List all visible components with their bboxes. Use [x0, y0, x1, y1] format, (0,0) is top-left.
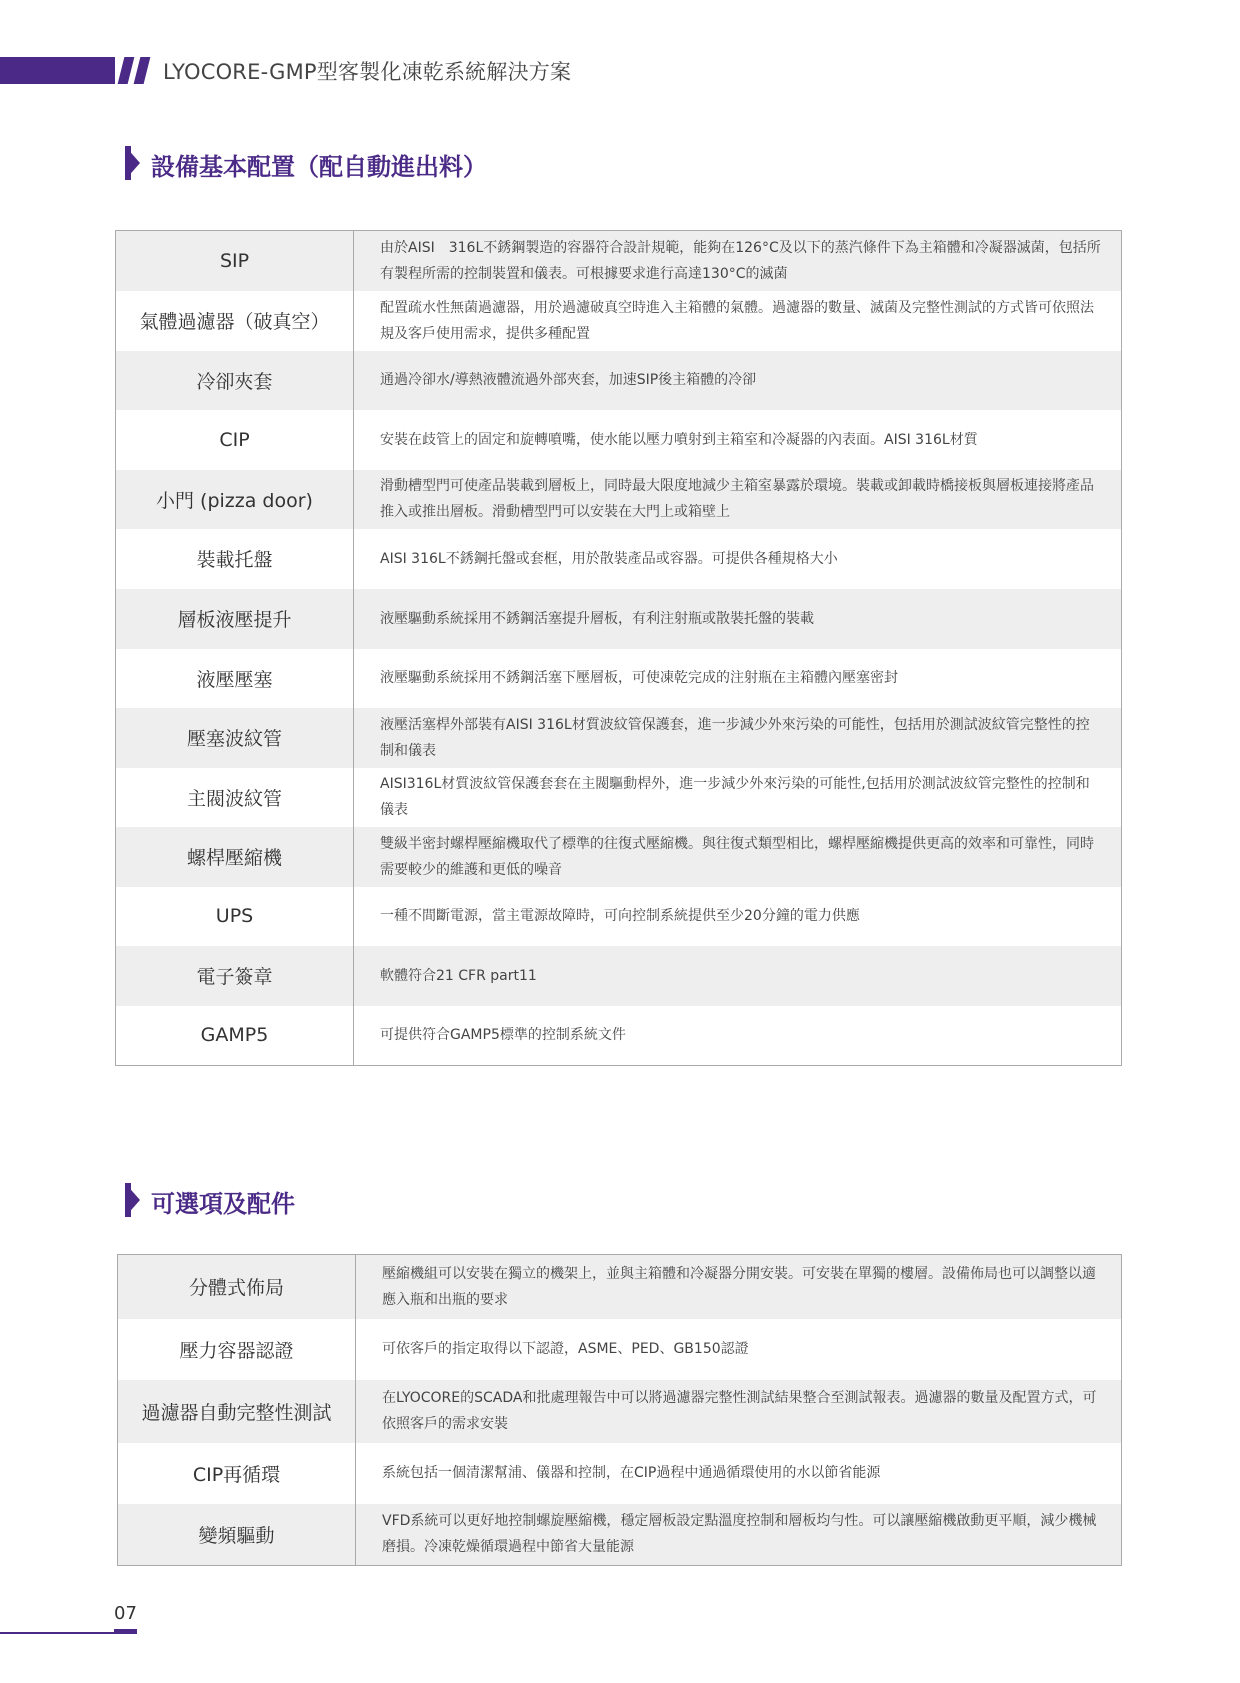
section-marker-icon	[125, 146, 140, 180]
table-row	[116, 1006, 1122, 1066]
page-number: 07	[114, 1603, 137, 1624]
row-description: 雙級半密封螺桿壓縮機取代了標準的往復式壓縮機。與往復式類型相比，螺桿壓縮機提供更高的效率和可靠性，同時需要較少的維護和更低的噪音	[354, 827, 1122, 887]
row-label: 壓塞波紋管	[116, 708, 354, 768]
table-row	[118, 1255, 1122, 1319]
table-row	[116, 410, 1122, 470]
header-slash-1	[118, 57, 135, 84]
table-row	[116, 231, 1122, 291]
table-row	[116, 708, 1122, 768]
page-number-underline	[114, 1629, 137, 1632]
row-label: 層板液壓提升	[116, 589, 354, 649]
section-title-basic-config: 設備基本配置（配自動進出料）	[151, 153, 487, 181]
section-marker-icon	[125, 1183, 140, 1217]
row-description: 安裝在歧管上的固定和旋轉噴嘴，使水能以壓力噴射到主箱室和冷凝器的內表面。AISI 316L材質	[354, 410, 1122, 470]
row-description: 系統包括一個清潔幫浦、儀器和控制，在CIP過程中通過循環使用的水以節省能源	[356, 1443, 1122, 1504]
header-title: LYOCORE-GMP型客製化凍乾系統解決方案	[163, 60, 572, 84]
table-row	[116, 946, 1122, 1006]
row-label: CIP	[116, 410, 354, 470]
row-description: VFD系統可以更好地控制螺旋壓縮機，穩定層板設定點溫度控制和層板均勻性。可以讓壓縮機啟動更平順，減少機械磨損。冷凍乾燥循環過程中節省大量能源	[356, 1504, 1122, 1566]
row-label: 過濾器自動完整性測試	[118, 1380, 356, 1443]
row-label: UPS	[116, 887, 354, 946]
table-row	[116, 827, 1122, 887]
row-label: GAMP5	[116, 1006, 354, 1066]
basic-config-table	[115, 230, 1122, 1066]
row-label: 冷卻夾套	[116, 351, 354, 410]
row-description: AISI316L材質波紋管保護套套在主閥驅動桿外，進一步減少外來污染的可能性,包括用於測試波紋管完整性的控制和儀表	[354, 768, 1122, 827]
row-description: 液壓驅動系統採用不銹鋼活塞提升層板，有利注射瓶或散裝托盤的裝載	[354, 589, 1122, 649]
row-description: 滑動槽型門可使產品裝載到層板上，同時最大限度地減少主箱室暴露於環境。裝載或卸載時橋接板與層板連接將產品推入或推出層板。滑動槽型門可以安裝在大門上或箱壁上	[354, 470, 1122, 529]
table-row	[116, 470, 1122, 529]
row-description: 壓縮機組可以安裝在獨立的機架上，並與主箱體和冷凝器分開安裝。可安裝在單獨的樓層。設備佈局也可以調整以適應入瓶和出瓶的要求	[356, 1255, 1122, 1319]
row-label: 電子簽章	[116, 946, 354, 1006]
table-row	[118, 1319, 1122, 1380]
row-label: 主閥波紋管	[116, 768, 354, 827]
row-label: 裝載托盤	[116, 529, 354, 589]
row-label: 螺桿壓縮機	[116, 827, 354, 887]
row-description: 一種不間斷電源，當主電源故障時，可向控制系統提供至少20分鐘的電力供應	[354, 887, 1122, 946]
row-description: 通過冷卻水/導熱液體流過外部夾套，加速SIP後主箱體的冷卻	[354, 351, 1122, 410]
row-description: 軟體符合21 CFR part11	[354, 946, 1122, 1006]
header-accent-bar	[0, 57, 115, 84]
table-row	[116, 887, 1122, 946]
table-row	[118, 1380, 1122, 1443]
table-row	[116, 768, 1122, 827]
table-row	[116, 589, 1122, 649]
row-description: 可提供符合GAMP5標準的控制系統文件	[354, 1006, 1122, 1066]
table-row	[116, 351, 1122, 410]
row-label: 變頻驅動	[118, 1504, 356, 1566]
section-title-options: 可選項及配件	[151, 1190, 295, 1218]
row-label: 小門 (pizza door)	[116, 470, 354, 529]
row-description: 液壓驅動系統採用不銹鋼活塞下壓層板，可使凍乾完成的注射瓶在主箱體內壓塞密封	[354, 649, 1122, 708]
row-label: 液壓壓塞	[116, 649, 354, 708]
table-row	[116, 529, 1122, 589]
row-description: AISI 316L不銹鋼托盤或套框，用於散裝產品或容器。可提供各種規格大小	[354, 529, 1122, 589]
row-label: SIP	[116, 231, 354, 291]
table-row	[118, 1504, 1122, 1566]
row-description: 在LYOCORE的SCADA和批處理報告中可以將過濾器完整性測試結果整合至測試報表。過濾器的數量及配置方式，可依照客戶的需求安裝	[356, 1380, 1122, 1443]
options-table	[117, 1254, 1122, 1566]
row-description: 可依客戶的指定取得以下認證，ASME、PED、GB150認證	[356, 1319, 1122, 1380]
footer-rule	[0, 1632, 137, 1634]
table-row	[116, 291, 1122, 351]
row-description: 配置疏水性無菌過濾器，用於過濾破真空時進入主箱體的氣體。過濾器的數量、滅菌及完整性測試的方式皆可依照法規及客戶使用需求，提供多種配置	[354, 291, 1122, 351]
row-label: 壓力容器認證	[118, 1319, 356, 1380]
row-label: CIP再循環	[118, 1443, 356, 1504]
table-row	[118, 1443, 1122, 1504]
row-label: 分體式佈局	[118, 1255, 356, 1319]
row-description: 由於AISI 316L不銹鋼製造的容器符合設計規範，能夠在126°C及以下的蒸汽條件下為主箱體和冷凝器滅菌，包括所有製程所需的控制裝置和儀表。可根據要求進行高達130°C的滅菌	[354, 231, 1122, 291]
row-label: 氣體過濾器（破真空）	[116, 291, 354, 351]
row-description: 液壓活塞桿外部裝有AISI 316L材質波紋管保護套，進一步減少外來污染的可能性，包括用於測試波紋管完整性的控制和儀表	[354, 708, 1122, 768]
header-slash-2	[134, 57, 151, 84]
table-row	[116, 649, 1122, 708]
